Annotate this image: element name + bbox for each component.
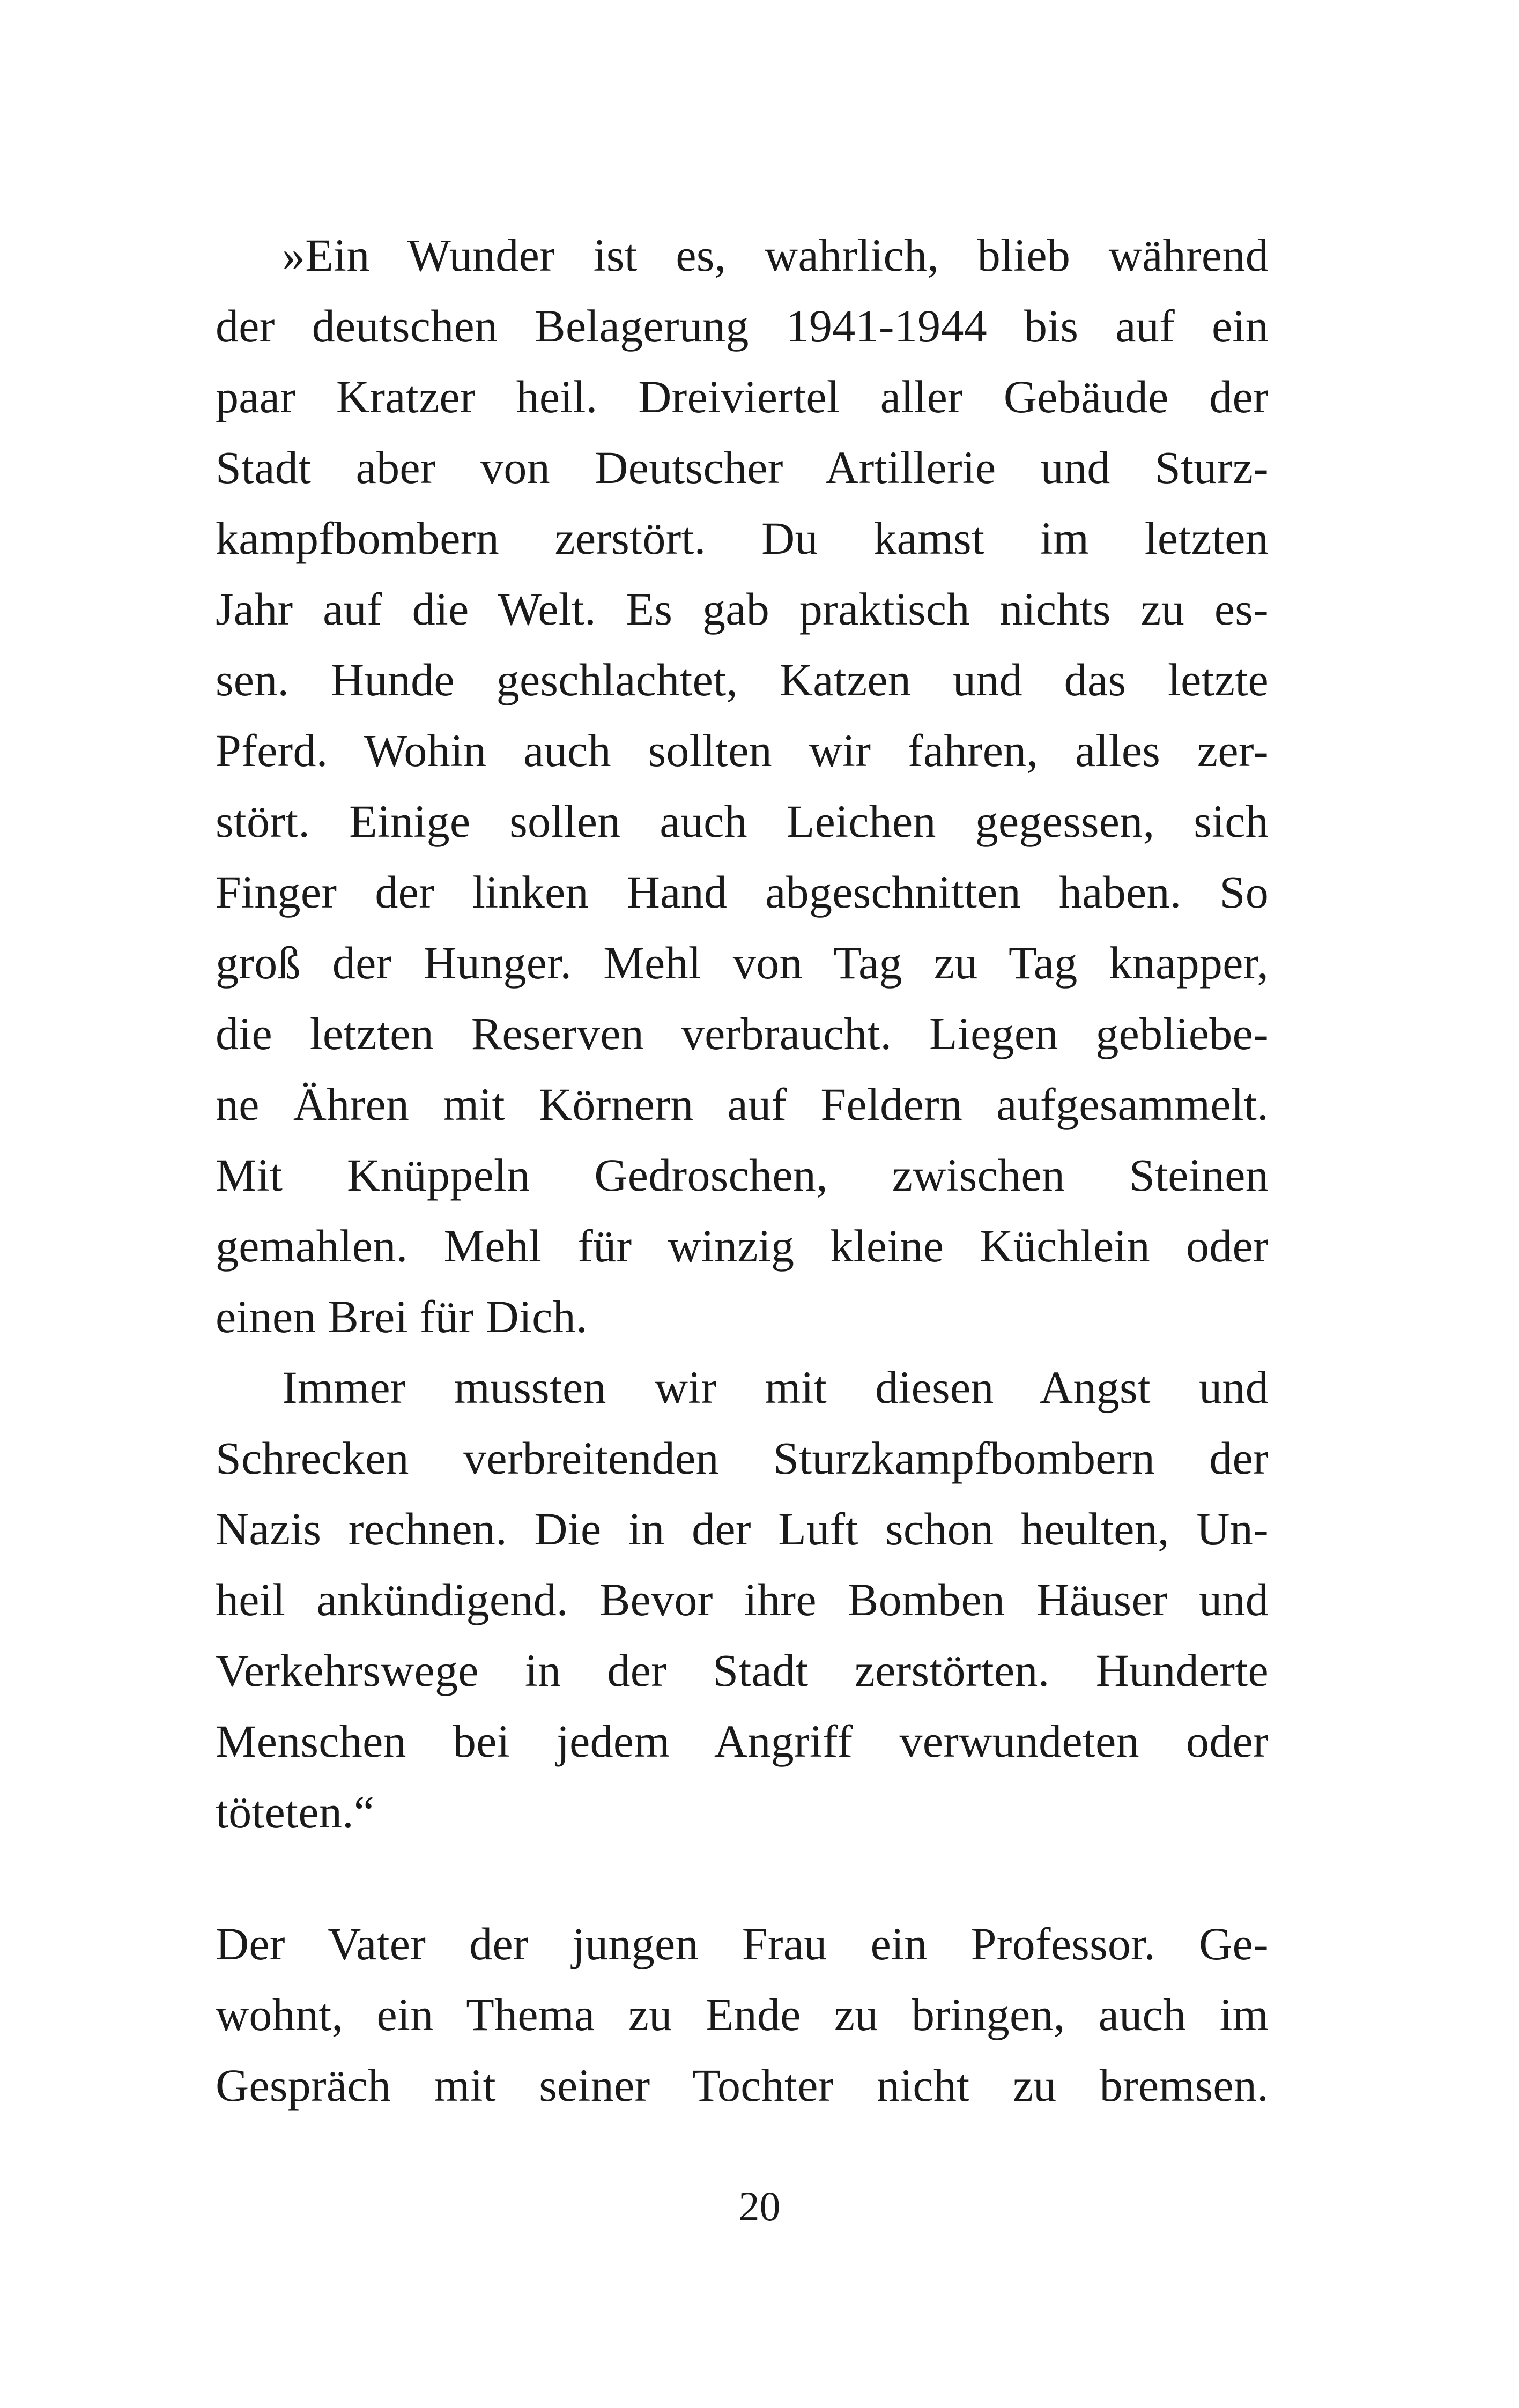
text-line: heil ankündigend. Bevor ihre Bomben Häuser und: [216, 1574, 1269, 1625]
paragraph-3: [216, 1908, 1269, 2121]
text-line: Menschen bei jedem Angriff verwundeten oder: [216, 1715, 1269, 1767]
text-line: töteten.“: [216, 1786, 375, 1838]
text-line: Der Vater der jungen Frau ein Professor. Ge-: [216, 1918, 1269, 1969]
text-line: Finger der linken Hand abgeschnitten haben. So: [216, 866, 1269, 918]
text-line: einen Brei für Dich.: [216, 1291, 588, 1342]
text-line: die letzten Reserven verbraucht. Liegen gebliebe-: [216, 1008, 1269, 1059]
text-line: Stadt aber von Deutscher Artillerie und Sturz-: [216, 442, 1269, 493]
text-line: Verkehrswege in der Stadt zerstörten. Hunderte: [216, 1645, 1269, 1696]
text-line: Pferd. Wohin auch sollten wir fahren, alles zer-: [216, 725, 1269, 776]
page-number: 20: [738, 2183, 781, 2229]
quoted-passage: [216, 220, 1269, 1847]
text-line: der deutschen Belagerung 1941-1944 bis auf ein: [216, 300, 1269, 352]
text-line: »Ein Wunder ist es, wahrlich, blieb während: [282, 229, 1269, 281]
paragraph-1: [216, 220, 1269, 1352]
text-line: paar Kratzer heil. Dreiviertel aller Gebäude der: [216, 371, 1269, 422]
text-line: ne Ähren mit Körnern auf Feldern aufgesammelt.: [216, 1079, 1269, 1130]
text-line: Immer mussten wir mit diesen Angst und: [282, 1362, 1269, 1413]
narrative-paragraph: [216, 1908, 1269, 2121]
text-line: Mit Knüppeln Gedroschen, zwischen Steinen: [216, 1149, 1269, 1201]
text-line: Schrecken verbreitenden Sturzkampfbombern der: [216, 1432, 1269, 1484]
text-line: sen. Hunde geschlachtet, Katzen und das letzte: [216, 654, 1269, 705]
text-line: gemahlen. Mehl für winzig kleine Küchlein oder: [216, 1220, 1269, 1272]
text-line: groß der Hunger. Mehl von Tag zu Tag knapper,: [216, 937, 1269, 989]
text-line: Gespräch mit seiner Tochter nicht zu bremsen.: [216, 2060, 1269, 2111]
text-line: stört. Einige sollen auch Leichen gegessen, sich: [216, 796, 1269, 847]
text-line: Jahr auf die Welt. Es gab praktisch nichts zu es-: [216, 583, 1269, 635]
text-line: wohnt, ein Thema zu Ende zu bringen, auch im: [216, 1989, 1269, 2040]
paragraph-2: [216, 1352, 1269, 1847]
text-line: Nazis rechnen. Die in der Luft schon heulten, Un-: [216, 1503, 1269, 1555]
text-line: kampfbombern zerstört. Du kamst im letzten: [216, 512, 1269, 564]
